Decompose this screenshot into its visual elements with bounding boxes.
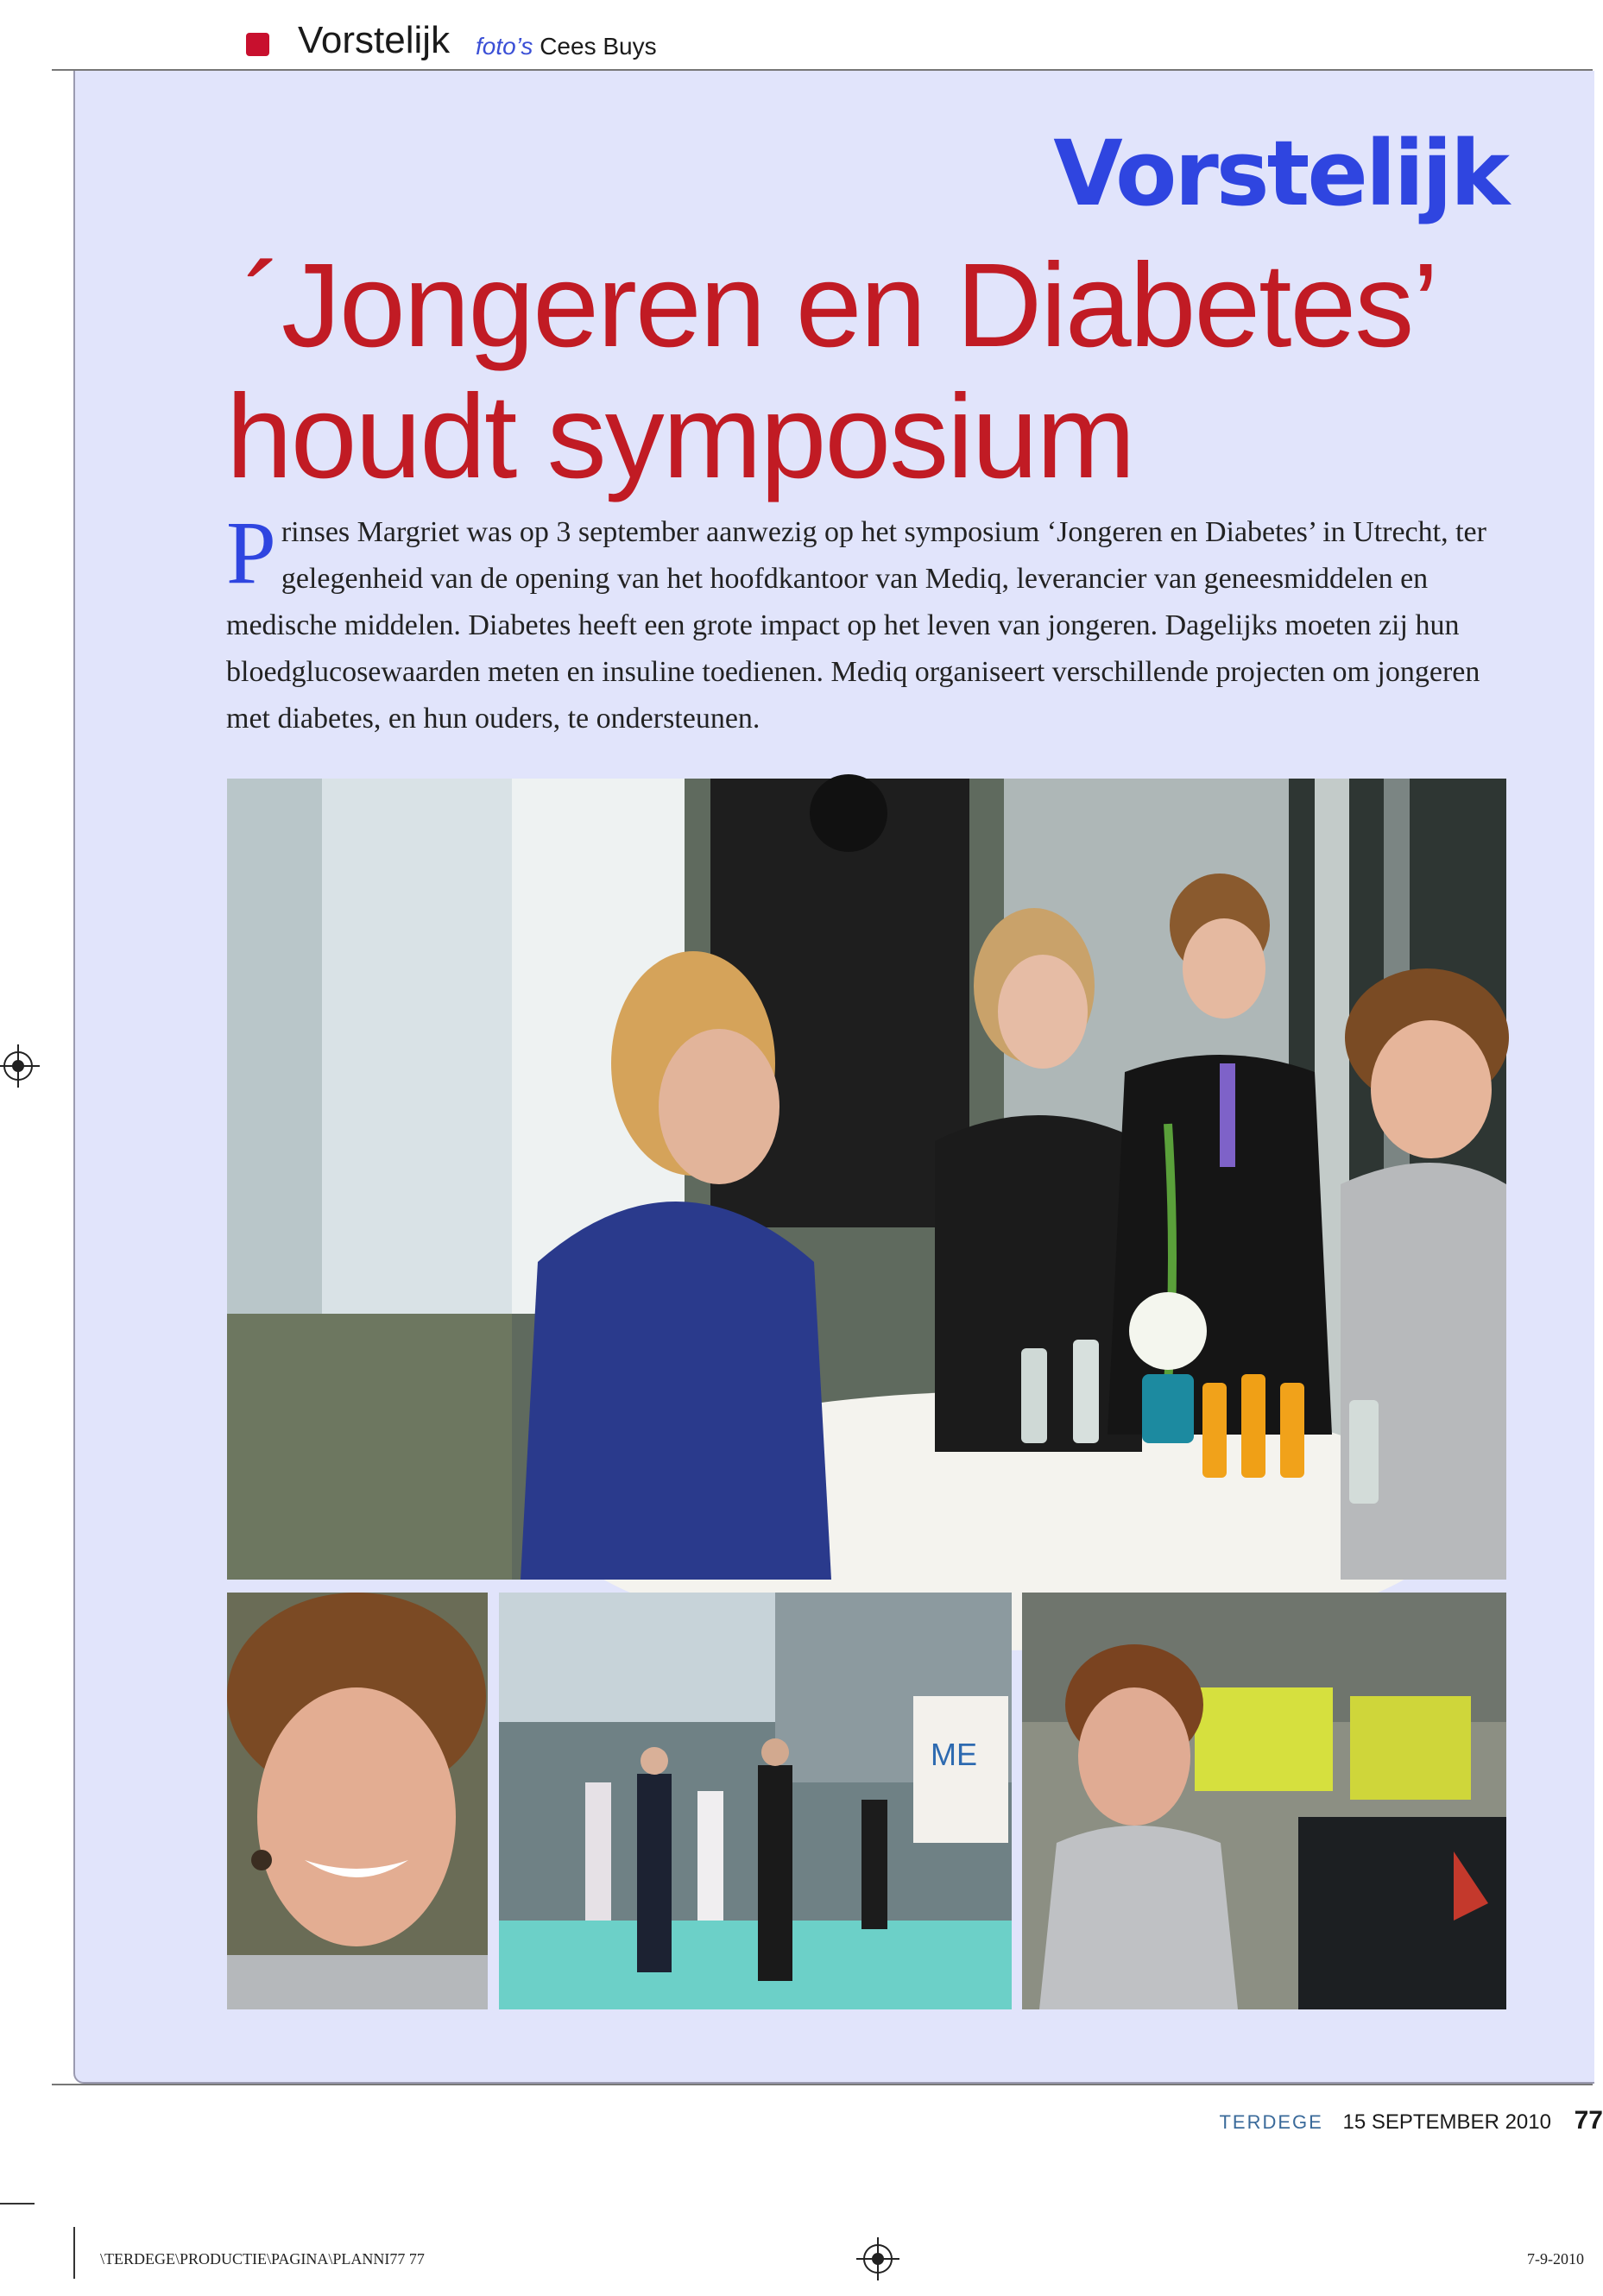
section-marker xyxy=(246,33,269,56)
sign-text: ME xyxy=(931,1737,977,1772)
running-section: Vorstelijk xyxy=(298,19,451,61)
folio xyxy=(1219,2106,1603,2135)
photo-credit-name: Cees Buys xyxy=(540,33,657,60)
main-photo xyxy=(227,779,1506,1580)
section-title: Vorstelijk xyxy=(1053,121,1507,226)
trim-mark-left xyxy=(73,2227,75,2279)
headline-line-1: ´Jongeren en Diabetes’ xyxy=(243,239,1437,372)
lead-text: rinses Margriet was op 3 september aanwezig op het symposium ‘Jongeren en Diabetes’ in Utrecht, ter gelegenheid van de opening van het hoofdkantoor van Mediq, leverancier van geneesmiddelen en medische middelen. Diabetes heeft een grote impact op het leven van jongeren. Dagelijks moeten zij hun bloedglucosewaarden meten en insuline toedienen. Mediq organiseert verschillende projecten om jongeren met diabetes, en hun ouders, te ondersteunen. xyxy=(226,516,1486,735)
folio-date: 15 SEPTEMBER 2010 xyxy=(1342,2110,1551,2134)
lead-paragraph xyxy=(226,503,1504,742)
headline-line-2: houdt symposium xyxy=(226,370,1134,503)
trim-mark-horizontal xyxy=(0,2203,35,2205)
portrait-photo xyxy=(227,1593,488,2009)
folio-page-number: 77 xyxy=(1574,2106,1603,2135)
registration-mark-left xyxy=(3,1051,33,1081)
photo-credit-label: foto’s xyxy=(476,33,533,60)
folio-magazine: TERDEGE xyxy=(1219,2111,1323,2133)
slug-path: \TERDEGE\PRODUCTIE\PAGINA\PLANNI77 77 xyxy=(100,2250,425,2268)
bottom-rule xyxy=(52,2084,1593,2085)
headline xyxy=(226,240,1521,502)
registration-mark-bottom xyxy=(863,2244,893,2274)
photo-credit xyxy=(476,33,657,60)
arrival-photo xyxy=(1022,1593,1506,2009)
slug-date: 7-9-2010 xyxy=(1527,2250,1584,2268)
entrance-photo xyxy=(499,1593,1012,2009)
drop-cap: P xyxy=(226,503,276,602)
